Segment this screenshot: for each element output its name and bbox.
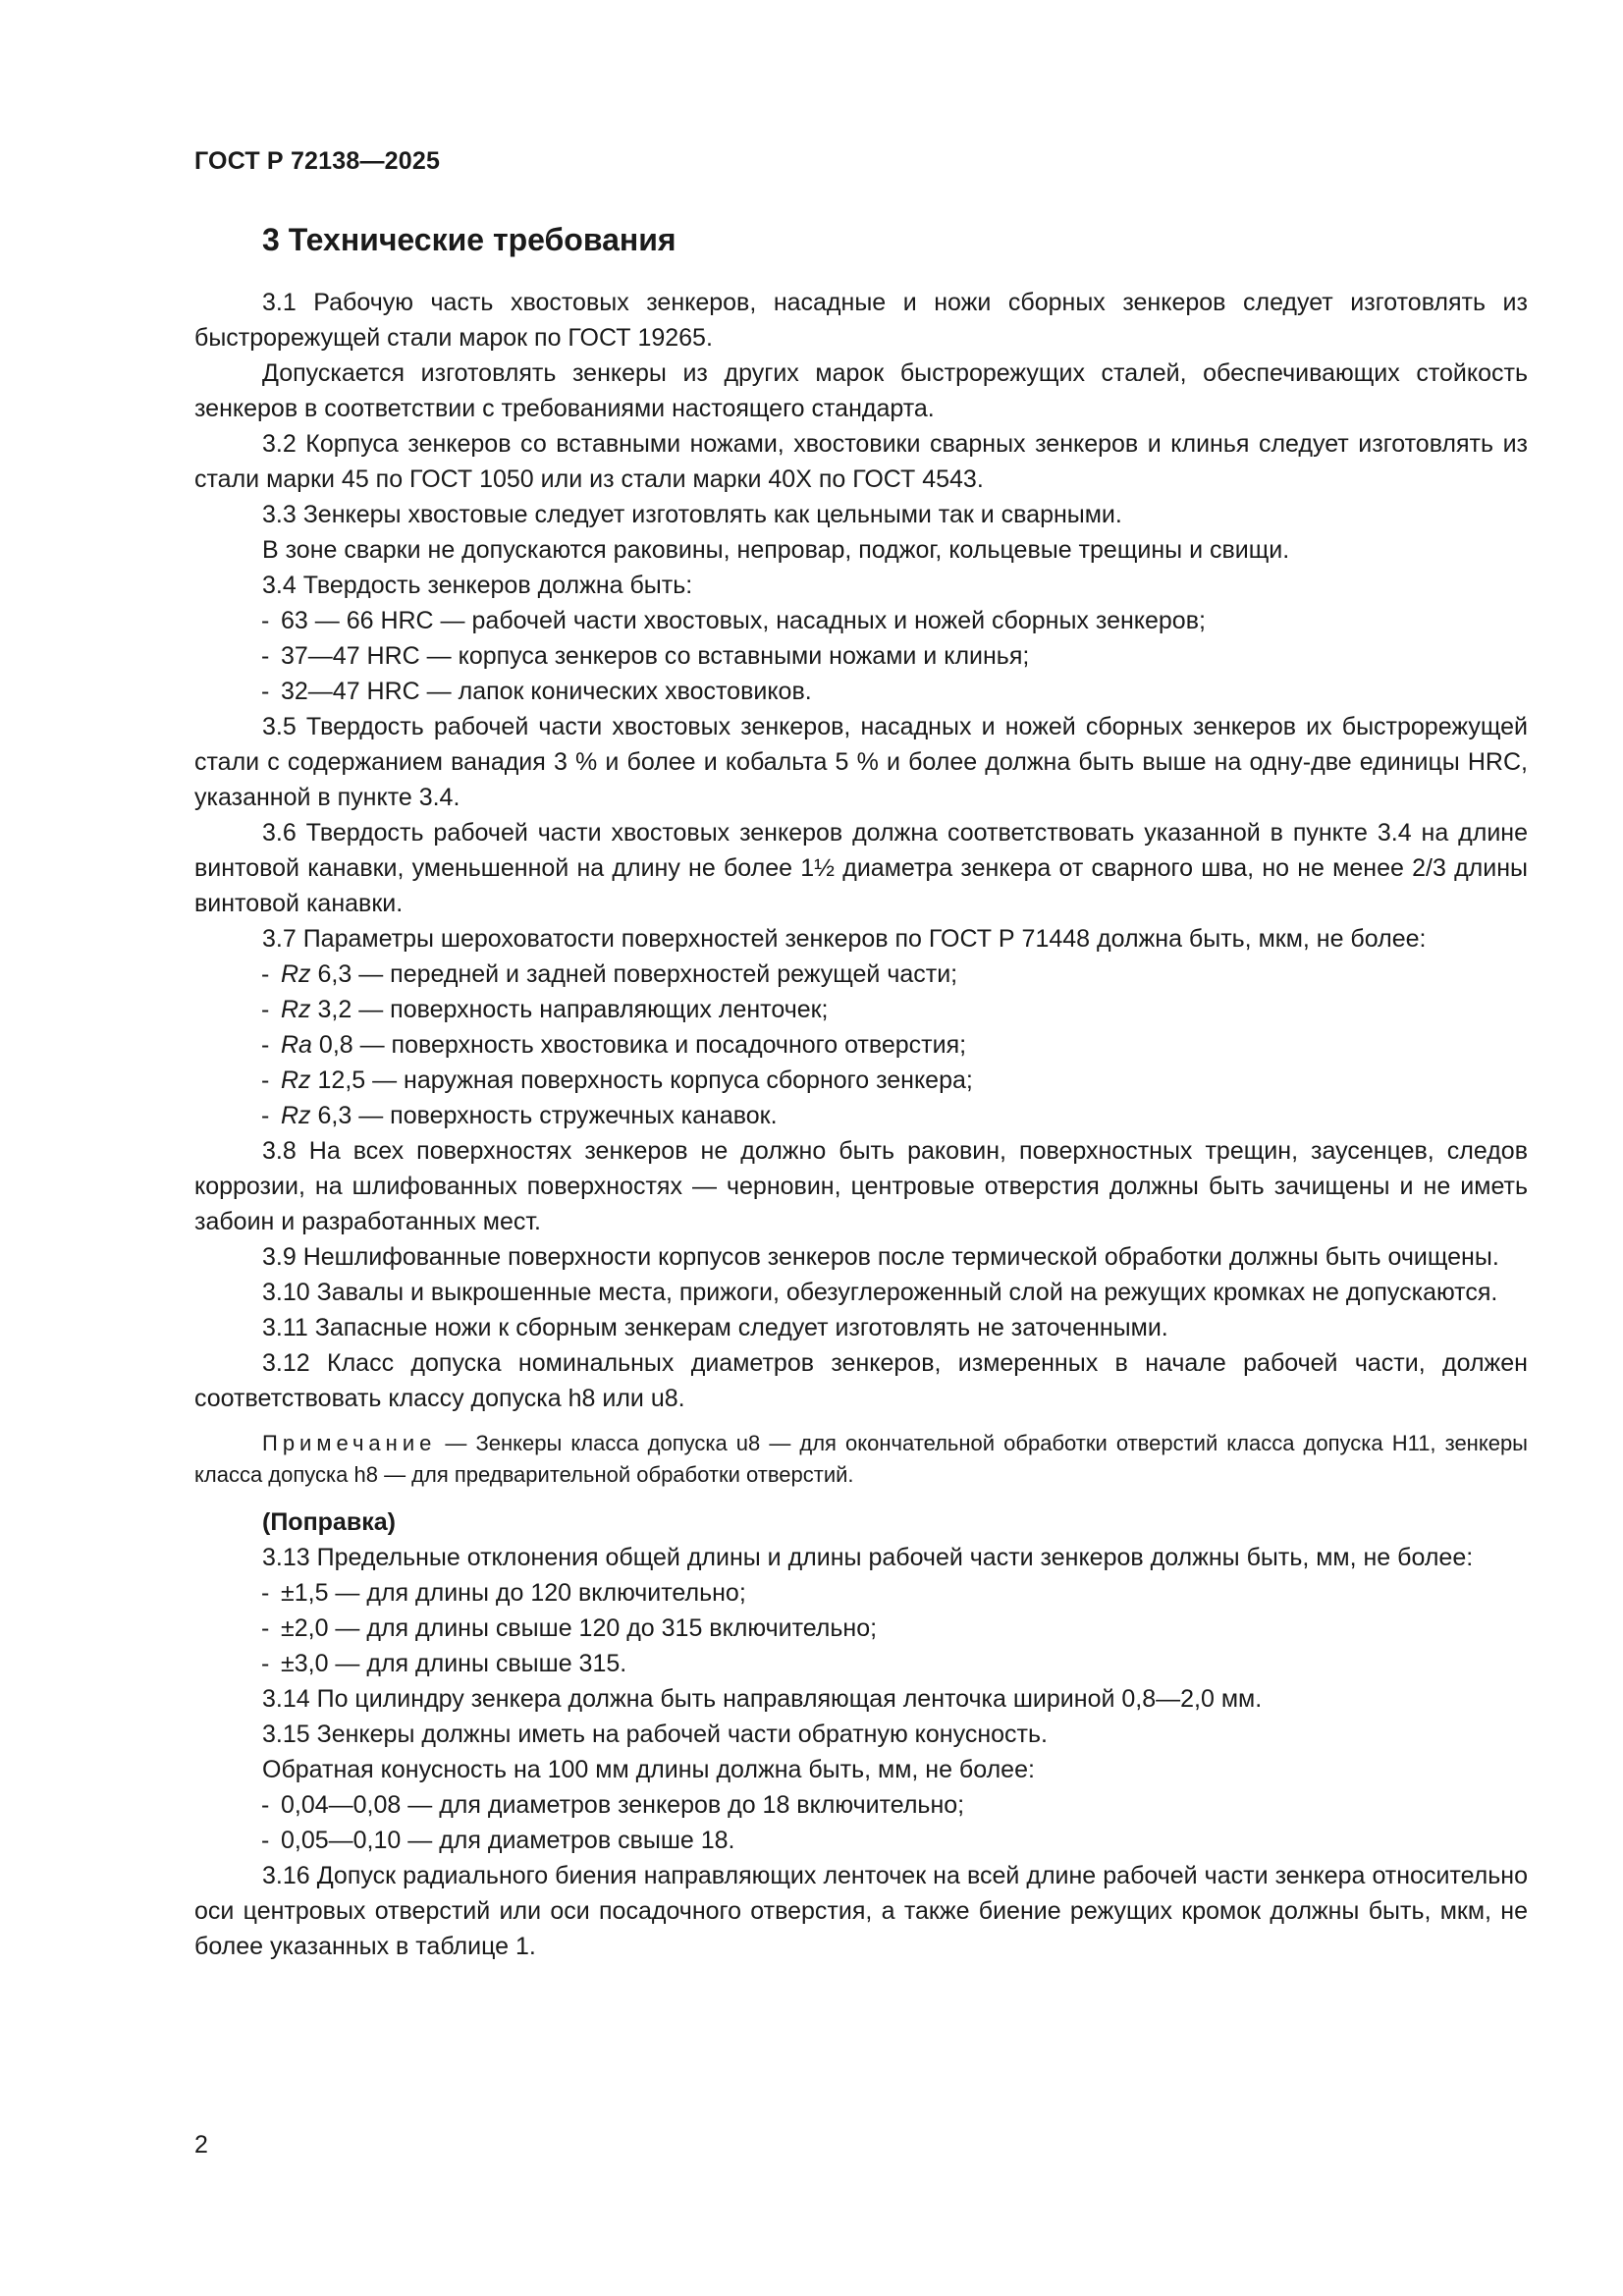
paragraph-3-8: 3.8 На всех поверхностях зенкеров не должно быть раковин, поверхностных трещин, заусенцев, следов коррозии, на шлифованных поверхностях — черновин, центровые отверстия должны быть зачищены и не иметь забоин и разработанных мест. [194, 1137, 1528, 1235]
list-item: - ±2,0 — для длины свыше 120 до 315 включительно; [194, 1611, 1528, 1646]
paragraph-3-6: 3.6 Твердость рабочей части хвостовых зенкеров должна соответствовать указанной в пункте 3.4 на длине винтовой канавки, уменьшенной на длину не более 1½ диаметра зенкера от сварного шва, но не менее 2/3 длины винтовой канавки. [194, 819, 1528, 917]
note-label: Примечание [262, 1431, 437, 1455]
list-marker: - [261, 960, 270, 988]
note-text: — Зенкеры класса допуска u8 — для окончательной обработки отверстий класса допуска H11, зенкеры класса допуска h8 — для предварительной обработки отверстий. [194, 1431, 1528, 1487]
roughness-param: Rz [281, 960, 311, 988]
section-title: 3 Технические требования [262, 222, 676, 257]
roughness-param: Ra [281, 1031, 312, 1059]
list-marker: - [261, 607, 270, 634]
roughness-param: Rz [281, 1102, 311, 1129]
list-item: - 63 — 66 HRC — рабочей части хвостовых, насадных и ножей сборных зенкеров; [194, 603, 1528, 638]
paragraph-3-12: 3.12 Класс допуска номинальных диаметров зенкеров, измеренных в начале рабочей части, должен соответствовать классу допуска h8 или u8. [194, 1349, 1528, 1412]
list-item: - Rz 6,3 — передней и задней поверхностей режущей части; [194, 957, 1528, 992]
paragraph-3-16: 3.16 Допуск радиального биения направляющих ленточек на всей длине рабочей части зенкера относительно оси центровых отверстий или оси посадочного отверстия, а также биение режущих кромок должны быть, мкм, не более указанных в таблице 1. [194, 1862, 1528, 1960]
paragraph-3-7: 3.7 Параметры шероховатости поверхностей зенкеров по ГОСТ Р 71448 должна быть, мкм, не более: [262, 925, 1427, 953]
amendment-label: (Поправка) [262, 1508, 396, 1536]
list-marker: - [261, 996, 270, 1023]
list-marker: - [261, 1031, 270, 1059]
paragraph-3-15-taper: Обратная конусность на 100 мм длины должна быть, мм, не более: [262, 1756, 1035, 1783]
paragraph-3-13: 3.13 Предельные отклонения общей длины и длины рабочей части зенкеров должны быть, мм, не более: [262, 1544, 1474, 1571]
paragraph-3-11: 3.11 Запасные ножи к сборным зенкерам следует изготовлять не заточенными. [262, 1314, 1168, 1341]
document-body [194, 285, 1528, 1964]
list-marker: - [261, 678, 270, 705]
paragraph-3-1: 3.1 Рабочую часть хвостовых зенкеров, насадные и ножи сборных зенкеров следует изготовлять из быстрорежущей стали марок по ГОСТ 19265. [194, 289, 1528, 352]
paragraph-3-15: 3.15 Зенкеры должны иметь на рабочей части обратную конусность. [262, 1721, 1048, 1748]
page-number: 2 [194, 2131, 208, 2159]
list-item: - 32—47 HRC — лапок конических хвостовиков. [194, 674, 1528, 709]
list-item: - 0,05—0,10 — для диаметров свыше 18. [194, 1823, 1528, 1858]
list-item: - Rz 3,2 — поверхность направляющих ленточек; [194, 992, 1528, 1027]
paragraph-3-1-allowance: Допускается изготовлять зенкеры из других марок быстрорежущих сталей, обеспечивающих стойкость зенкеров в соответствии с требованиями настоящего стандарта. [194, 359, 1528, 422]
note [194, 1428, 1528, 1491]
list-marker: - [261, 1827, 270, 1854]
list-item: - 0,04—0,08 — для диаметров зенкеров до 18 включительно; [194, 1787, 1528, 1823]
document-id-header: ГОСТ Р 72138—2025 [194, 147, 441, 175]
list-marker: - [261, 1650, 270, 1677]
list-marker: - [261, 1579, 270, 1607]
list-item: - Ra 0,8 — поверхность хвостовика и посадочного отверстия; [194, 1027, 1528, 1063]
list-item: - ±1,5 — для длины до 120 включительно; [194, 1575, 1528, 1611]
list-item: - 37—47 HRC — корпуса зенкеров со вставными ножами и клинья; [194, 638, 1528, 674]
list-marker: - [261, 1066, 270, 1094]
paragraph-3-3-welding: В зоне сварки не допускаются раковины, непровар, поджог, кольцевые трещины и свищи. [262, 536, 1290, 564]
list-item: - ±3,0 — для длины свыше 315. [194, 1646, 1528, 1681]
list-item: - Rz 12,5 — наружная поверхность корпуса сборного зенкера; [194, 1063, 1528, 1098]
paragraph-3-5: 3.5 Твердость рабочей части хвостовых зенкеров, насадных и ножей сборных зенкеров их быстрорежущей стали с содержанием ванадия 3 % и более и кобальта 5 % и более должна быть выше на одну-две единицы HRC, указанной в пункте 3.4. [194, 713, 1528, 811]
paragraph-3-3: 3.3 Зенкеры хвостовые следует изготовлять как цельными так и сварными. [262, 501, 1122, 528]
list-marker: - [261, 1102, 270, 1129]
list-marker: - [261, 1614, 270, 1642]
list-item: - Rz 6,3 — поверхность стружечных канавок. [194, 1098, 1528, 1133]
roughness-param: Rz [281, 996, 311, 1023]
list-marker: - [261, 642, 270, 670]
paragraph-3-2: 3.2 Корпуса зенкеров со вставными ножами, хвостовики сварных зенкеров и клинья следует изготовлять из стали марки 45 по ГОСТ 1050 или из стали марки 40Х по ГОСТ 4543. [194, 430, 1528, 493]
paragraph-3-10: 3.10 Завалы и выкрошенные места, прижоги, обезуглероженный слой на режущих кромках не допускаются. [262, 1279, 1498, 1306]
paragraph-3-4: 3.4 Твердость зенкеров должна быть: [262, 572, 693, 599]
paragraph-3-14: 3.14 По цилиндру зенкера должна быть направляющая ленточка шириной 0,8—2,0 мм. [262, 1685, 1263, 1713]
paragraph-3-9: 3.9 Нешлифованные поверхности корпусов зенкеров после термической обработки должны быть очищены. [262, 1243, 1499, 1271]
list-marker: - [261, 1791, 270, 1819]
roughness-param: Rz [281, 1066, 311, 1094]
